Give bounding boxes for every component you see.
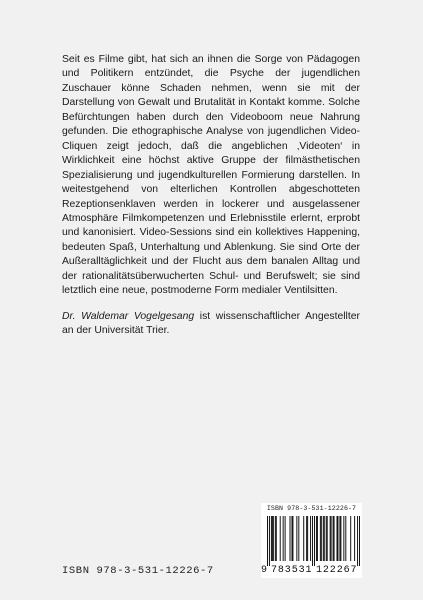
barcode-bar [280, 516, 281, 561]
barcode-bar [317, 516, 318, 561]
barcode-bar [276, 516, 277, 561]
barcode-bar [359, 516, 360, 566]
blurb-text: Seit es Filme gibt, hat sich an ihnen die Sorge von Pädagogen und Politikern entzündet, die Psyche der jugendlichen Zuschauer könne Schaden nehmen, wenn sie mit der Darstellung von Gewalt und Brutalität in Kontakt komme. Solche Befürchtungen haben durch den Videoboom neue Nahrung gefunden. Die ethographische Analyse von jugendlichen Video-Cliquen zeigt jedoch, daß die angeblichen ‚Videoten‘ in Wirklichkeit eine höchst aktive Gruppe der filmästhetischen Spezialisierung und jugendkulturellen Formierung darstellen. In weitestgehend von elterlichen Kontrollen abgeschotteten Rezeptionsenklaven werden in lockerer und ausgelassener Atmosphäre Filmkompetenzen und Erlebnisstile erlernt, erprobt und kanonisiert. Video-Sessions sind ein kollektives Happening, bedeuten Spaß, Unterhaltung und Ablenkung. Sie sind Orte der Außeralltäglichkeit und der Flucht aus dem banalen Alltag und der rationalitätsüberwucherten Schul- und Berufswelt; sie sind letztlich eine neue, postmoderne Form medialer Ventilsitten. [62, 54, 360, 297]
author-name: Dr. Waldemar Vogelgesang [62, 311, 195, 322]
barcode-bar [272, 516, 273, 561]
barcode-bar [345, 516, 346, 561]
barcode-bar [269, 516, 270, 566]
barcode-bar [330, 516, 331, 561]
barcode-bar [323, 516, 324, 561]
barcode-bar [267, 516, 268, 566]
barcode-digit-group-right: 122267 [316, 565, 358, 576]
barcode-bar [331, 516, 332, 561]
barcode-bar [271, 516, 272, 561]
barcode-block [261, 503, 362, 578]
barcode-bar [357, 516, 358, 566]
barcode-bar [333, 516, 334, 561]
barcode-bar [334, 516, 335, 561]
barcode-bar [285, 516, 286, 561]
barcode-bar [326, 516, 327, 561]
barcode-digit-group-left: 783531 [271, 565, 313, 576]
isbn-text: ISBN 978-3-531-12226-7 [62, 565, 214, 577]
barcode-bar [343, 516, 344, 561]
barcode-bar [310, 516, 311, 561]
barcode-bar [296, 516, 297, 561]
barcode-bar [306, 516, 307, 561]
author-bio-text: ist wissenschaftlicher Angestellter an der Universität Trier. [62, 311, 360, 337]
barcode-bar [339, 516, 340, 561]
barcode-bar [324, 516, 325, 561]
barcode-bar [314, 516, 315, 566]
barcode-bar [337, 516, 338, 561]
barcode-bar [292, 516, 293, 561]
barcode-bar [312, 516, 313, 566]
barcode-image [267, 516, 360, 566]
barcode-bar [350, 516, 351, 561]
barcode-bar [320, 516, 321, 561]
barcode-bar [303, 516, 304, 561]
barcode-isbn-label: ISBN 978-3-531-12226-7 [266, 505, 357, 512]
barcode-bar [337, 516, 338, 561]
barcode-bar [291, 516, 292, 561]
barcode-bar [290, 516, 291, 561]
barcode-bar [316, 516, 317, 561]
barcode-bar [321, 516, 322, 561]
barcode-bar [340, 516, 341, 561]
barcode-bar [283, 516, 284, 561]
barcode-bar [273, 516, 274, 561]
barcode-bar [298, 516, 299, 561]
barcode-bar [327, 516, 328, 561]
barcode-bar [354, 516, 355, 561]
author-bio [62, 310, 360, 339]
barcode-bar [275, 516, 276, 561]
barcode-bar [307, 516, 308, 561]
barcode-first-digit: 9 [261, 565, 268, 576]
